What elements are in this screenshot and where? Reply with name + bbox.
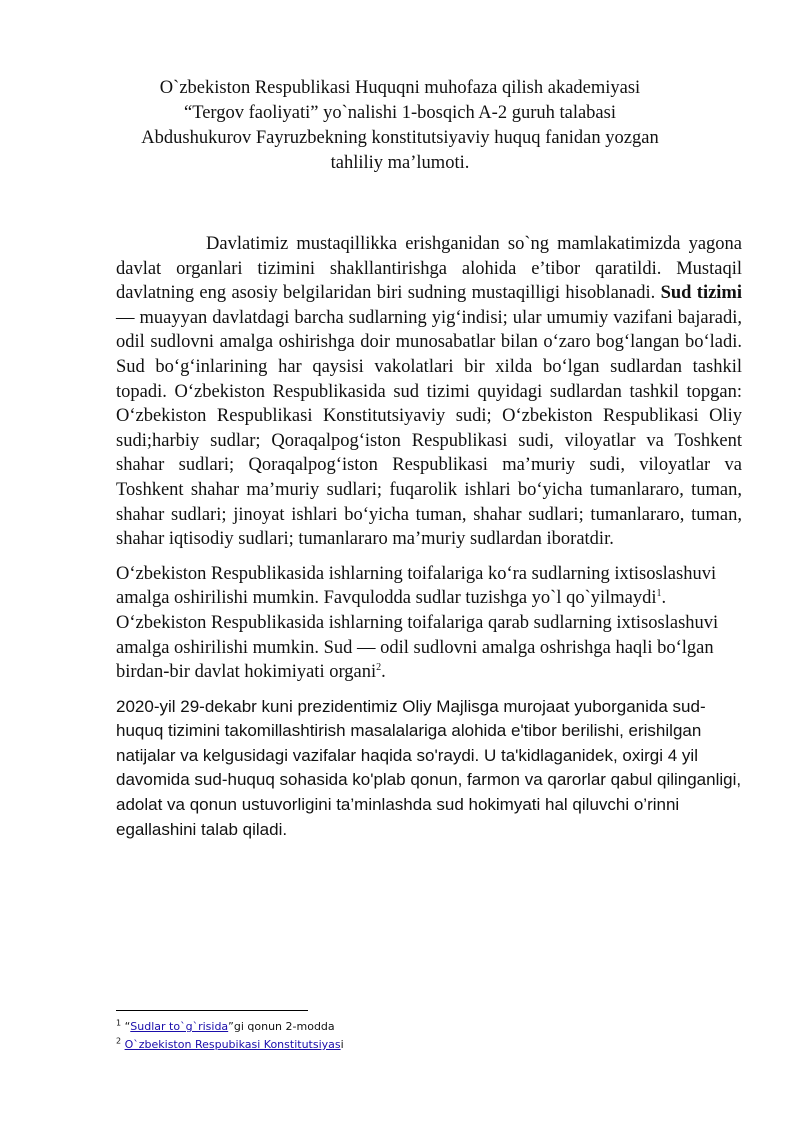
title-line: “Tergov faoliyati” yo`nalishi 1-bosqich A-2 guruh talabasi — [184, 103, 616, 123]
document-title — [110, 76, 690, 176]
paragraph-text: Davlatimiz mustaqillikka erishganidan so`ng mamlakatimizda yagona davlat organlari tizimini shakllantirishga alohida e’tibor qaratildi. Mustaqil davlatning eng asosiy belgilaridan biri sudning mustaqilligi hisoblanadi. — [116, 234, 742, 304]
paragraph-court-system — [116, 232, 742, 552]
paragraph-text: — muayyan davlatdagi barcha sudlarning yig‘indisi; ular umumiy vazifani bajaradi, odil sudlovni amalga oshirishga doir munosabatlar bilan o‘zaro bog‘langan bo‘ladi. Sud bo‘g‘inlarining har qaysisi vakolatlari bir xilda bo‘lgan sudlardan tashkil topadi. O‘zbekiston Respublikasida sud tizimi quyidagi sudlardan tashkil topgan: O‘zbekiston Respublikasi Konstitutsiyaviy sudi; O‘zbekiston Respublikasi Oliy sudi;harbiy sudlar; Qoraqalpog‘iston Respublikasi sudi, viloyatlar va Toshkent shahar sudlari; Qoraqalpog‘iston Respublikasi ma’muriy sudi, viloyatlar va Toshkent shahar ma’muriy sudlari; fuqarolik ishlari bo‘yicha tumanlararo, tuman, shahar sudlari; jinoyat ishlari bo‘yicha tuman, shahar sudlari; tumanlararo, tuman, shahar iqtisodiy sudlari; tumanlararo ma’muriy sudlardan iboratdir. — [116, 307, 742, 550]
footnote-text: “ — [121, 1020, 131, 1033]
footnote-link-constitution[interactable]: O`zbekiston Respubikasi Konstitutsiyas — [124, 1038, 341, 1051]
footnote-1 — [116, 1018, 742, 1036]
bold-term: Sud tizimi — [660, 283, 742, 304]
paragraph-text: 2020-yil 29-dekabr kuni prezidentimiz Oliy Majlisga murojaat yuborganida sud-huquq tizimini takomillashtirish masalalariga alohida e'tibor berilishi, erishilgan natijalar va kelgusidagi vazifalar haqida so'raydi. U ta'kidlaganidek, oxirgi 4 yil davomida sud-huquq sohasida ko'plab qonun, farmon va qarorlar qabul qilinganligi, adolat va qonun ustuvorligini ta’minlashda sud hokimyati hal qiluvchi o’rinni egallashini talab qiladi. — [116, 696, 742, 839]
title-line: tahliliy ma’lumoti. — [330, 153, 470, 173]
footnote-link-law[interactable]: Sudlar to`g`risida — [130, 1020, 229, 1033]
footnote-text: i — [340, 1038, 344, 1051]
footnote-separator — [116, 1010, 308, 1011]
paragraph-specialization — [116, 562, 742, 685]
document-body — [116, 232, 742, 852]
footnote-ref-1[interactable]: 1 — [656, 588, 662, 600]
footnote-2 — [116, 1036, 742, 1054]
paragraph-text: . O‘zbekiston Respublikasida ishlarning toifalariga qarab sudlarning ixtisoslashuvi amalga oshirilishi mumkin. Sud — odil sudlovni amalga oshrishga haqli bo‘lgan birdan-bir davlat hokimiyati organi — [116, 588, 719, 683]
paragraph-text: . — [381, 662, 386, 683]
footnote-text: ”gi qonun 2-modda — [228, 1020, 335, 1033]
footnote-number: 2 — [116, 1036, 122, 1046]
title-line: O`zbekiston Respublikasi Huquqni muhofaza qilish akademiyasi — [159, 78, 641, 98]
footnote-ref-2[interactable]: 2 — [376, 661, 382, 673]
paragraph-text: O‘zbekiston Respublikasida ishlarning toifalariga ko‘ra sudlarning ixtisoslashuvi amalga oshirilishi mumkin. Favqulodda sudlar tuzishga yo`l qo`yilmaydi — [116, 563, 717, 609]
footnote-number: 1 — [116, 1018, 122, 1028]
title-line: Abdushukurov Fayruzbekning konstitutsiyaviy huquq fanidan yozgan — [141, 128, 659, 148]
footnotes — [116, 1018, 742, 1054]
paragraph-president-address — [116, 695, 742, 843]
